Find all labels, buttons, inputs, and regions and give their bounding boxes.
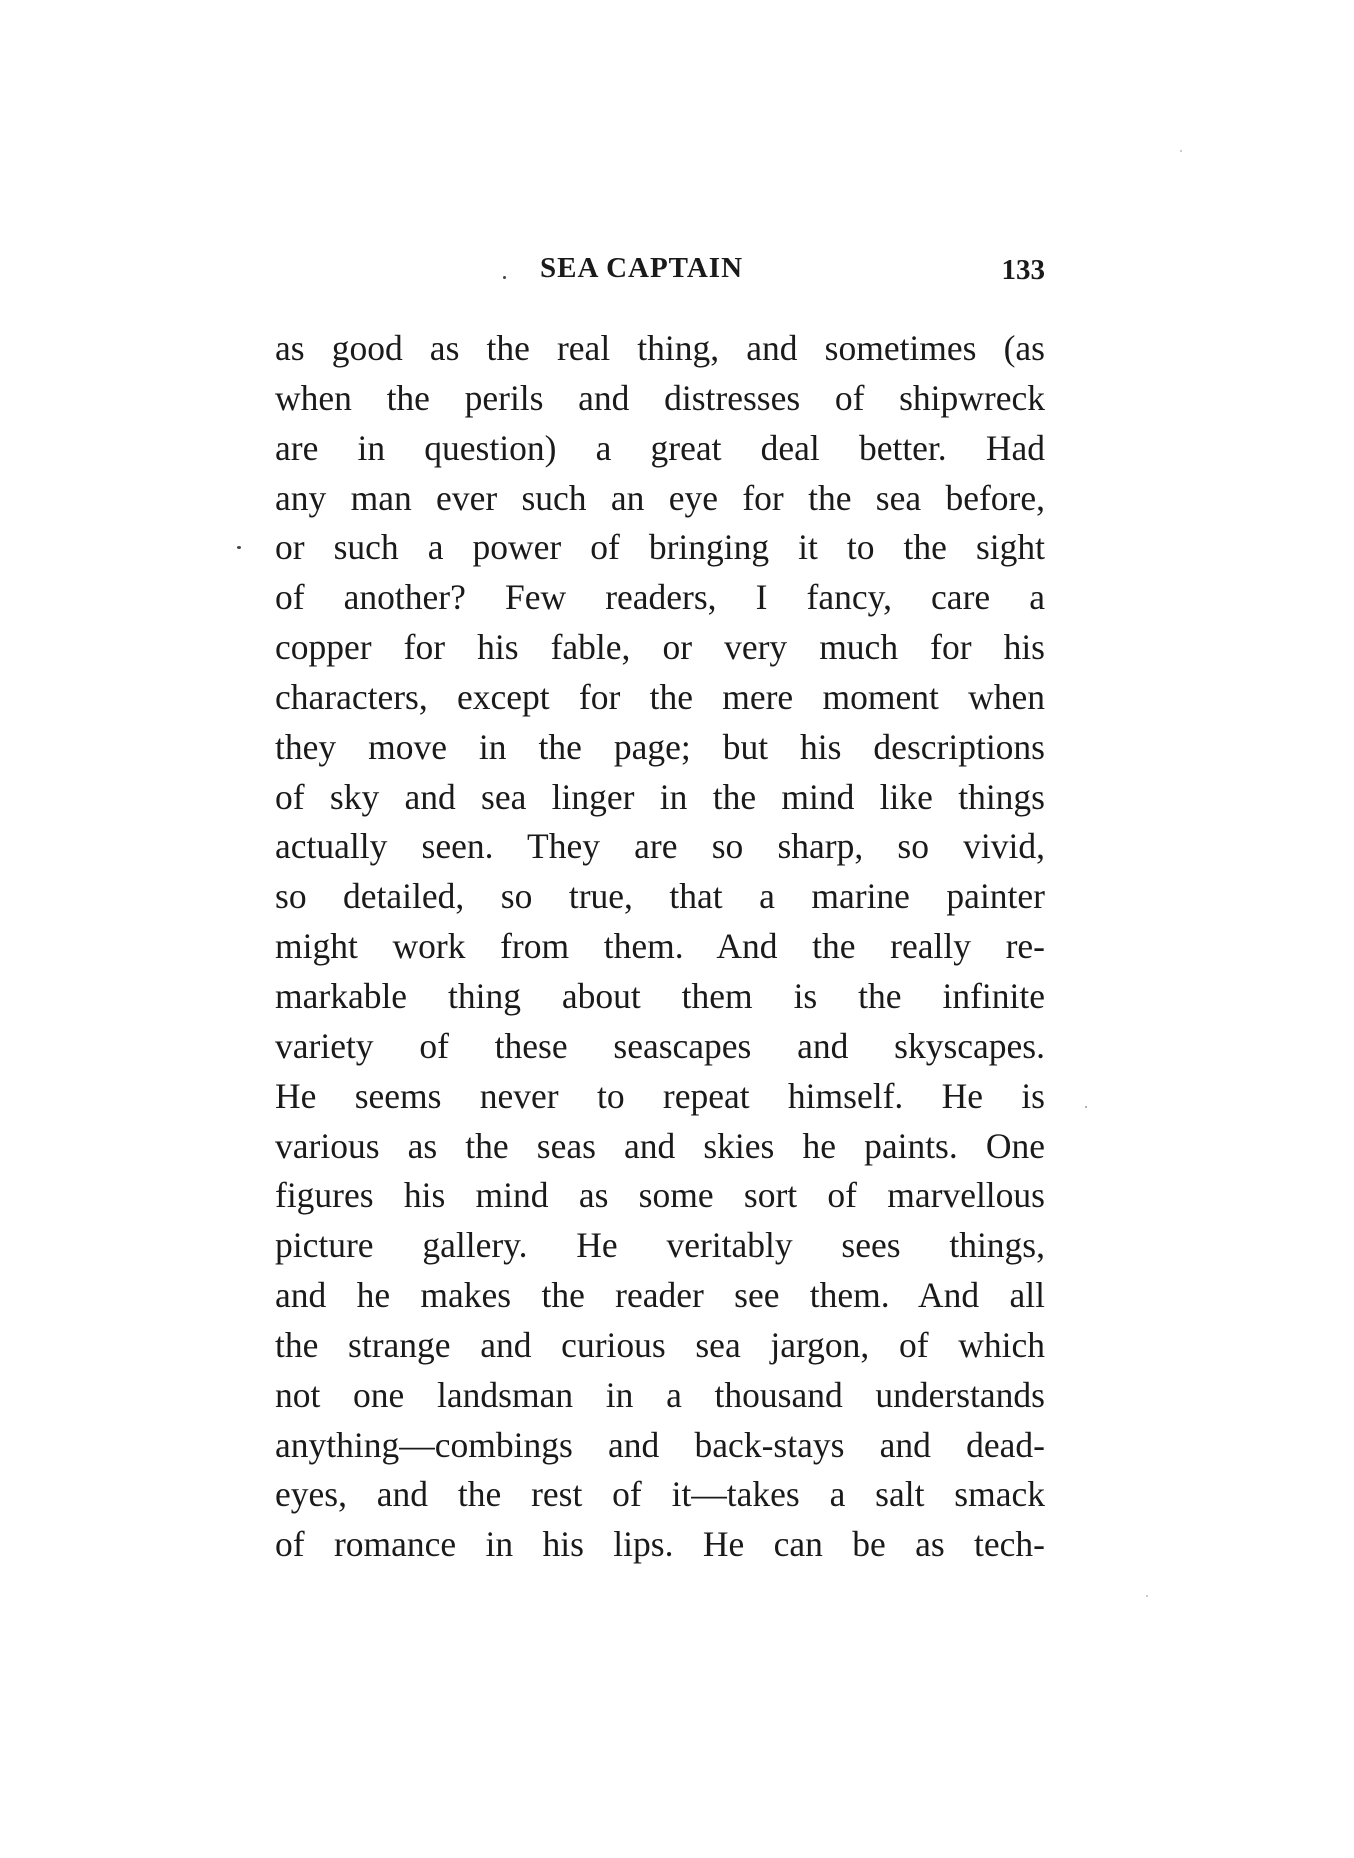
running-head (275, 252, 1045, 292)
text-line: anything—combings and back-stays and dead- (275, 1424, 1045, 1465)
body-text (275, 324, 1045, 1570)
text-line: of romance in his lips. He can be as tech- (275, 1524, 1045, 1565)
text-line: and he makes the reader see them. And all (275, 1275, 1045, 1316)
text-line: characters, except for the mere moment when (275, 676, 1045, 717)
running-title: SEA CAPTAIN (540, 252, 744, 284)
text-line: as good as the real thing, and sometimes (as (275, 328, 1045, 368)
text-line: copper for his fable, or very much for his (275, 627, 1045, 668)
text-line: figures his mind as some sort of marvellous (275, 1175, 1045, 1216)
text-line: various as the seas and skies he paints. One (275, 1125, 1045, 1166)
scan-speck (503, 276, 506, 279)
text-line: the strange and curious sea jargon, of which (275, 1324, 1045, 1365)
text-line: actually seen. They are so sharp, so vivid, (275, 826, 1045, 867)
text-line: He seems never to repeat himself. He is (275, 1075, 1045, 1116)
text-line: might work from them. And the really re- (275, 926, 1045, 967)
text-line: of another? Few readers, I fancy, care a (275, 577, 1045, 618)
text-line: eyes, and the rest of it—takes a salt smack (275, 1474, 1045, 1515)
text-line: picture gallery. He veritably sees things, (275, 1225, 1045, 1266)
text-line: they move in the page; but his descriptions (275, 726, 1045, 767)
scan-speck (1180, 150, 1182, 152)
scan-speck (237, 546, 241, 549)
page-number: 133 (1001, 254, 1045, 286)
text-line: variety of these seascapes and skyscapes. (275, 1025, 1045, 1066)
text-line: of sky and sea linger in the mind like things (275, 776, 1045, 817)
text-line: so detailed, so true, that a marine painter (275, 876, 1045, 917)
text-line: are in question) a great deal better. Had (275, 427, 1045, 468)
scan-speck (1146, 1595, 1148, 1597)
text-line: not one landsman in a thousand understands (275, 1374, 1045, 1415)
text-line: when the perils and distresses of shipwreck (275, 377, 1045, 418)
text-line: any man ever such an eye for the sea before, (275, 477, 1045, 518)
scan-speck (1085, 1106, 1087, 1108)
text-line: markable thing about them is the infinite (275, 975, 1045, 1016)
text-line: or such a power of bringing it to the sight (275, 527, 1045, 568)
